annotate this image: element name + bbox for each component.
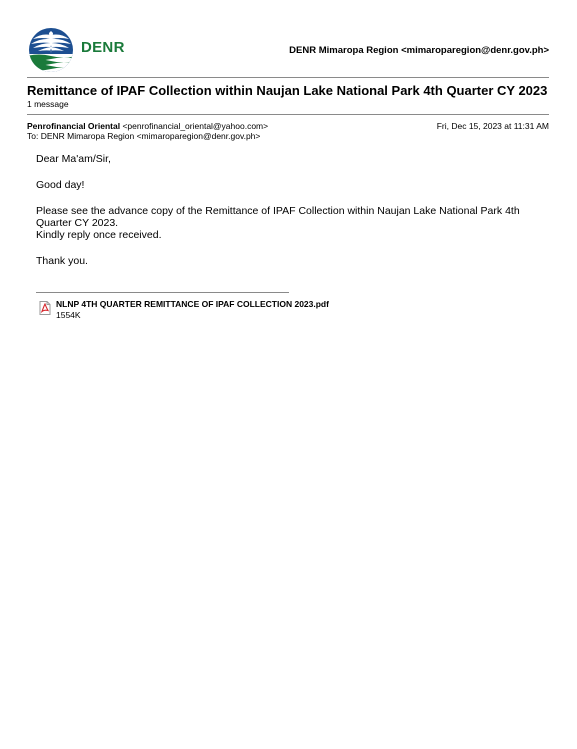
message-body [36, 153, 536, 281]
pdf-icon [38, 301, 52, 315]
denr-emblem-icon [27, 27, 77, 73]
attachment-name[interactable]: NLNP 4TH QUARTER REMITTANCE OF IPAF COLLECTION 2023.pdf [56, 299, 329, 309]
attachment-size: 1554K [56, 310, 81, 320]
account-identity: DENR Mimaropa Region <mimaroparegion@denr.gov.ph> [289, 45, 549, 56]
sender-name: Penrofinancial Oriental [27, 121, 121, 131]
thread-subject: Remittance of IPAF Collection within Naujan Lake National Park 4th Quarter CY 2023 [27, 83, 548, 98]
header-divider [27, 77, 549, 78]
sender-email: <penrofinancial_oriental@yahoo.com> [122, 121, 269, 131]
subject-divider [27, 114, 549, 115]
recipient-line: To: DENR Mimaropa Region <mimaroparegion@denr.gov.ph> [27, 131, 261, 141]
attachment-item[interactable] [38, 299, 438, 323]
body-line-request: Please see the advance copy of the Remittance of IPAF Collection within Naujan Lake National Park 4th Quarter CY 2023. [36, 205, 520, 229]
denr-logo [27, 27, 127, 73]
body-closing: Thank you. [36, 255, 88, 267]
attachment-divider [36, 292, 289, 293]
message-count: 1 message [27, 99, 69, 109]
logo-text: DENR [81, 39, 125, 56]
body-line-reply: Kindly reply once received. [36, 229, 162, 241]
body-greeting: Dear Ma'am/Sir, [36, 153, 111, 165]
message-date: Fri, Dec 15, 2023 at 11:31 AM [436, 121, 549, 131]
sender-line [27, 121, 268, 131]
body-line-greeting: Good day! [36, 179, 85, 191]
